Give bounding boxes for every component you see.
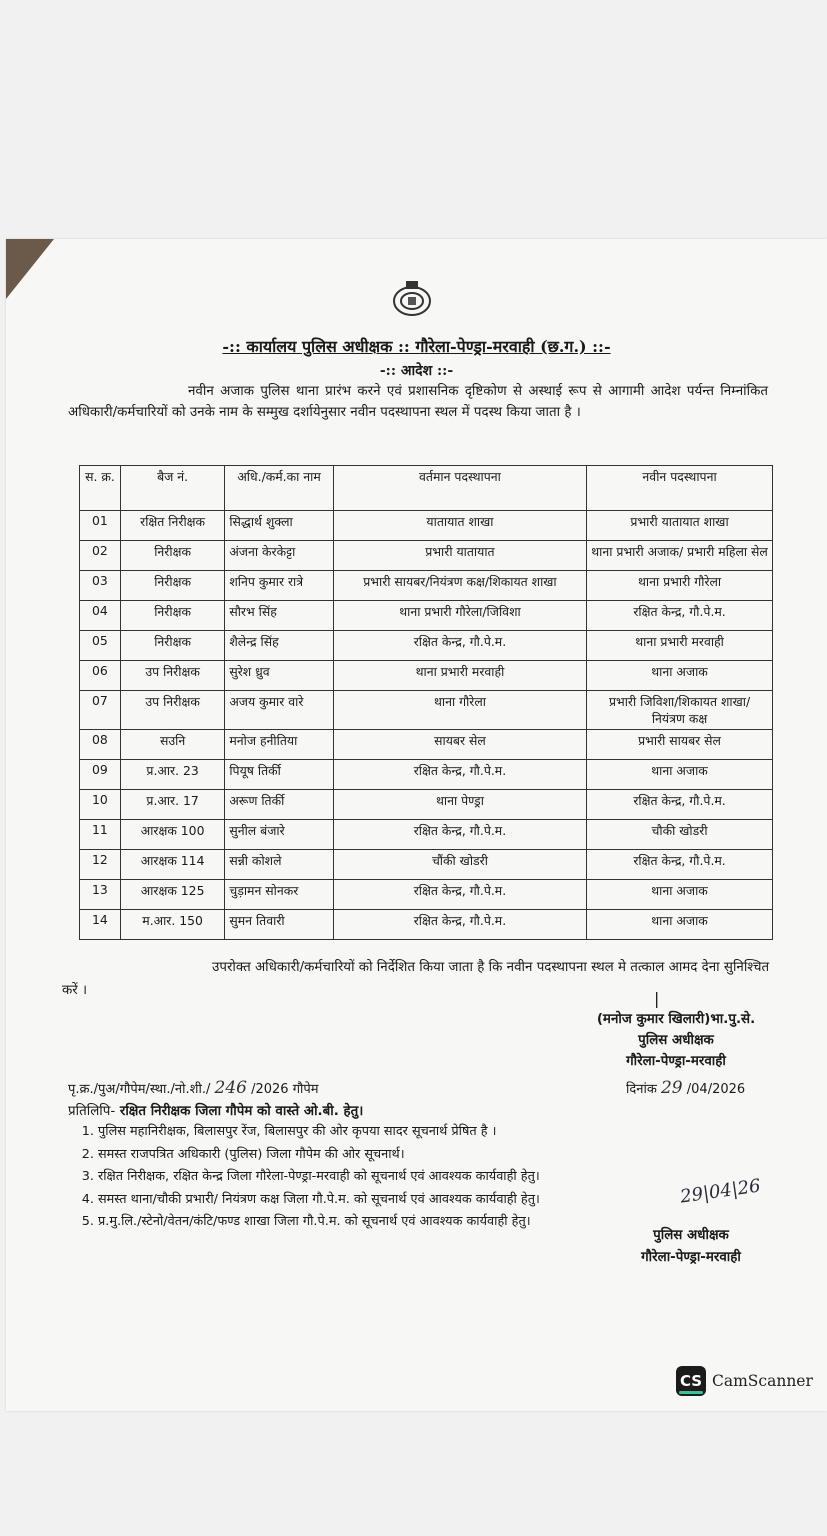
order-title: -:: आदेश ::- — [379, 363, 454, 379]
reference-date — [626, 1078, 745, 1098]
cell-name: शैलेन्द्र सिंह — [225, 631, 333, 661]
reference-number — [68, 1078, 319, 1098]
cell-current-posting: थाना पेण्ड्रा — [333, 790, 586, 820]
table-row — [80, 601, 773, 631]
cell-current-posting: यातायात शाखा — [333, 511, 586, 541]
cell-new-posting: थाना प्रभारी अजाक/ प्रभारी महिला सेल — [587, 541, 773, 571]
cell-serial: 01 — [80, 511, 121, 541]
transfer-table — [79, 465, 773, 940]
cell-name: पियूष तिर्की — [225, 760, 333, 790]
list-item: 2. समस्त राजपत्रित अधिकारी (पुलिस) जिला गौपेम की ओर सूचनार्थ। — [98, 1144, 540, 1167]
cell-serial: 13 — [80, 880, 121, 910]
instruction-note: उपरोक्त अधिकारी/कर्मचारियों को निर्देशित किया जाता है कि नवीन पदस्थापना स्थल मे तत्काल आमद देना सुनिश्चित करें । — [62, 960, 770, 998]
second-signature-block — [616, 1225, 766, 1269]
cell-serial: 02 — [80, 541, 121, 571]
date-handwritten-day: 29 — [660, 1078, 683, 1098]
police-emblem-icon — [389, 279, 435, 319]
date-label: दिनांक — [626, 1082, 657, 1097]
copy-to-line — [68, 1101, 363, 1119]
cell-new-posting: थाना प्रभारी मरवाही — [587, 631, 773, 661]
cell-serial: 11 — [80, 820, 121, 850]
intro-paragraph: नवीन अजाक पुलिस थाना प्रारंभ करने एवं प्रशासनिक दृष्टिकोण से अस्थाई रूप से आगामी आदेश पर्यन्त निम्नांकित अधिकारी/कर्मचारियों को उनके नाम के सम्मुख दर्शायेनुसार नवीन पदस्थापना स्थल में पदस्थ किया जाता है । — [68, 384, 768, 420]
cell-new-posting: रक्षित केन्द्र, गौ.पे.म. — [587, 850, 773, 880]
distribution-list — [76, 1121, 540, 1234]
cell-badge: उप निरीक्षक — [120, 661, 224, 691]
cell-badge: निरीक्षक — [120, 571, 224, 601]
table-row — [80, 760, 773, 790]
cell-serial: 03 — [80, 571, 121, 601]
cell-new-posting: प्रभारी सायबर सेल — [587, 730, 773, 760]
cell-current-posting: रक्षित केन्द्र, गौ.पे.म. — [333, 631, 586, 661]
table-header-row — [80, 466, 773, 511]
cell-name: सुनील बंजारे — [225, 820, 333, 850]
table-row — [80, 691, 773, 730]
cell-serial: 07 — [80, 691, 121, 730]
cell-new-posting: प्रभारी यातायात शाखा — [587, 511, 773, 541]
table-row — [80, 910, 773, 940]
cell-name: सुरेश ध्रुव — [225, 661, 333, 691]
cell-new-posting: प्रभारी जिविशा/शिकायत शाखा/ नियंत्रण कक्ष — [587, 691, 773, 730]
cell-current-posting: थाना गौरेला — [333, 691, 586, 730]
table-body — [80, 511, 773, 940]
cell-name: सिद्धार्थ शुक्ला — [225, 511, 333, 541]
cell-serial: 05 — [80, 631, 121, 661]
signature-block — [566, 1009, 786, 1072]
list-item: 1. पुलिस महानिरीक्षक, बिलासपुर रेंज, बिलासपुर की ओर कृपया सादर सूचनार्थ प्रेषित है । — [98, 1121, 540, 1144]
cell-current-posting: थाना प्रभारी मरवाही — [333, 661, 586, 691]
cell-current-posting: रक्षित केन्द्र, गौ.पे.म. — [333, 880, 586, 910]
date-rest: /04/2026 — [686, 1082, 746, 1097]
cell-new-posting: थाना प्रभारी गौरेला — [587, 571, 773, 601]
table-row — [80, 880, 773, 910]
cell-current-posting: रक्षित केन्द्र, गौ.पे.म. — [333, 760, 586, 790]
cell-badge: प्र.आर. 17 — [120, 790, 224, 820]
table-row — [80, 541, 773, 571]
cell-badge: म.आर. 150 — [120, 910, 224, 940]
cell-badge: निरीक्षक — [120, 541, 224, 571]
cell-name: सुमन तिवारी — [225, 910, 333, 940]
col-header-serial: स. क्र. — [80, 466, 121, 511]
col-header-new-posting: नवीन पदस्थापना — [587, 466, 773, 511]
cell-serial: 14 — [80, 910, 121, 940]
cell-new-posting: रक्षित केन्द्र, गौ.पे.म. — [587, 790, 773, 820]
cell-new-posting: थाना अजाक — [587, 760, 773, 790]
list-item: 5. प्र.मु.लि./स्टेनो/वेतन/कंटि/फण्ड शाखा जिला गौ.पे.म. को सूचनार्थ एवं आवश्यक कार्यवाही हेतु। — [98, 1211, 540, 1234]
office-title: -:: कार्यालय पुलिस अधीक्षक :: गौरेला-पेण्ड्रा-मरवाही (छ.ग.) ::- — [222, 337, 611, 356]
page-corner-shadow — [6, 239, 54, 299]
cell-badge: उप निरीक्षक — [120, 691, 224, 730]
cell-name: सन्नी कोशले — [225, 850, 333, 880]
copy-label: प्रतिलिपि- — [68, 1104, 116, 1119]
reference-prefix: पृ.क्र./पुअ/गौपेम/स्था./नो.शी./ — [68, 1082, 211, 1097]
signatory2-designation: पुलिस अधीक्षक — [653, 1228, 729, 1243]
signatory-name: (मनोज कुमार खिलारी)भा.पु.से. — [596, 1012, 756, 1027]
table-row — [80, 820, 773, 850]
col-header-name: अधि./कर्म.का नाम — [225, 466, 333, 511]
table-row — [80, 730, 773, 760]
cell-current-posting: रक्षित केन्द्र, गौ.पे.म. — [333, 820, 586, 850]
cell-serial: 06 — [80, 661, 121, 691]
cell-current-posting: प्रभारी यातायात — [333, 541, 586, 571]
cell-badge: प्र.आर. 23 — [120, 760, 224, 790]
cell-serial: 08 — [80, 730, 121, 760]
signatory-place: गौरेला-पेण्ड्रा-मरवाही — [626, 1054, 726, 1069]
camscanner-logo-icon: CS — [676, 1366, 706, 1396]
cell-current-posting: रक्षित केन्द्र, गौ.पे.म. — [333, 910, 586, 940]
cell-serial: 10 — [80, 790, 121, 820]
signatory-designation: पुलिस अधीक्षक — [638, 1033, 714, 1048]
cell-current-posting: प्रभारी सायबर/नियंत्रण कक्ष/शिकायत शाखा — [333, 571, 586, 601]
cell-badge: आरक्षक 100 — [120, 820, 224, 850]
cell-badge: आरक्षक 125 — [120, 880, 224, 910]
cell-serial: 04 — [80, 601, 121, 631]
col-header-badge: बैज नं. — [120, 466, 224, 511]
cell-current-posting: सायबर सेल — [333, 730, 586, 760]
cell-badge: सउनि — [120, 730, 224, 760]
cell-name: अंजना केरकेट्टा — [225, 541, 333, 571]
list-item: 4. समस्त थाना/चौकी प्रभारी/ नियंत्रण कक्ष जिला गौ.पे.म. को सूचनार्थ एवं आवश्यक कार्यवाही हेतु। — [98, 1189, 540, 1212]
cell-badge: आरक्षक 114 — [120, 850, 224, 880]
cell-badge: निरीक्षक — [120, 601, 224, 631]
table-row — [80, 511, 773, 541]
cell-badge: रक्षित निरीक्षक — [120, 511, 224, 541]
cell-new-posting: थाना अजाक — [587, 910, 773, 940]
col-header-current-posting: वर्तमान पदस्थापना — [333, 466, 586, 511]
cell-name: सौरभ सिंह — [225, 601, 333, 631]
cell-name: अजय कुमार वारे — [225, 691, 333, 730]
cell-current-posting: चौंकी खोडरी — [333, 850, 586, 880]
document-page — [6, 239, 827, 1411]
camscanner-label: CamScanner — [712, 1372, 813, 1390]
table-row — [80, 631, 773, 661]
cell-name: शनिप कुमार रात्रे — [225, 571, 333, 601]
cell-name: चुड़ामन सोनकर — [225, 880, 333, 910]
cell-new-posting: थाना अजाक — [587, 880, 773, 910]
cell-serial: 12 — [80, 850, 121, 880]
table-row — [80, 850, 773, 880]
list-item: 3. रक्षित निरीक्षक, रक्षित केन्द्र जिला गौरेला-पेण्ड्रा-मरवाही को सूचनार्थ एवं आवश्यक कार्यवाही हेतु। — [98, 1166, 540, 1189]
copy-text: रक्षित निरीक्षक जिला गौपेम को वास्ते ओ.बी. हेतु। — [119, 1104, 364, 1119]
reference-handwritten-number: 246 — [214, 1078, 247, 1098]
cell-new-posting: थाना अजाक — [587, 661, 773, 691]
table-row — [80, 661, 773, 691]
cell-new-posting: चौकी खोडरी — [587, 820, 773, 850]
reference-suffix: /2026 गौपेम — [251, 1082, 319, 1097]
table-row — [80, 571, 773, 601]
table-row — [80, 790, 773, 820]
cell-name: मनोज हनीतिया — [225, 730, 333, 760]
cell-current-posting: थाना प्रभारी गौरेला/जिविशा — [333, 601, 586, 631]
signatory2-place: गौरेला-पेण्ड्रा-मरवाही — [641, 1250, 741, 1265]
cell-name: अरूण तिर्की — [225, 790, 333, 820]
cell-badge: निरीक्षक — [120, 631, 224, 661]
camscanner-watermark — [676, 1366, 813, 1396]
cell-new-posting: रक्षित केन्द्र, गौ.पे.म. — [587, 601, 773, 631]
handwritten-initials: 29|04|26 — [678, 1175, 762, 1208]
cell-serial: 09 — [80, 760, 121, 790]
signature-mark: | — [654, 989, 660, 1008]
